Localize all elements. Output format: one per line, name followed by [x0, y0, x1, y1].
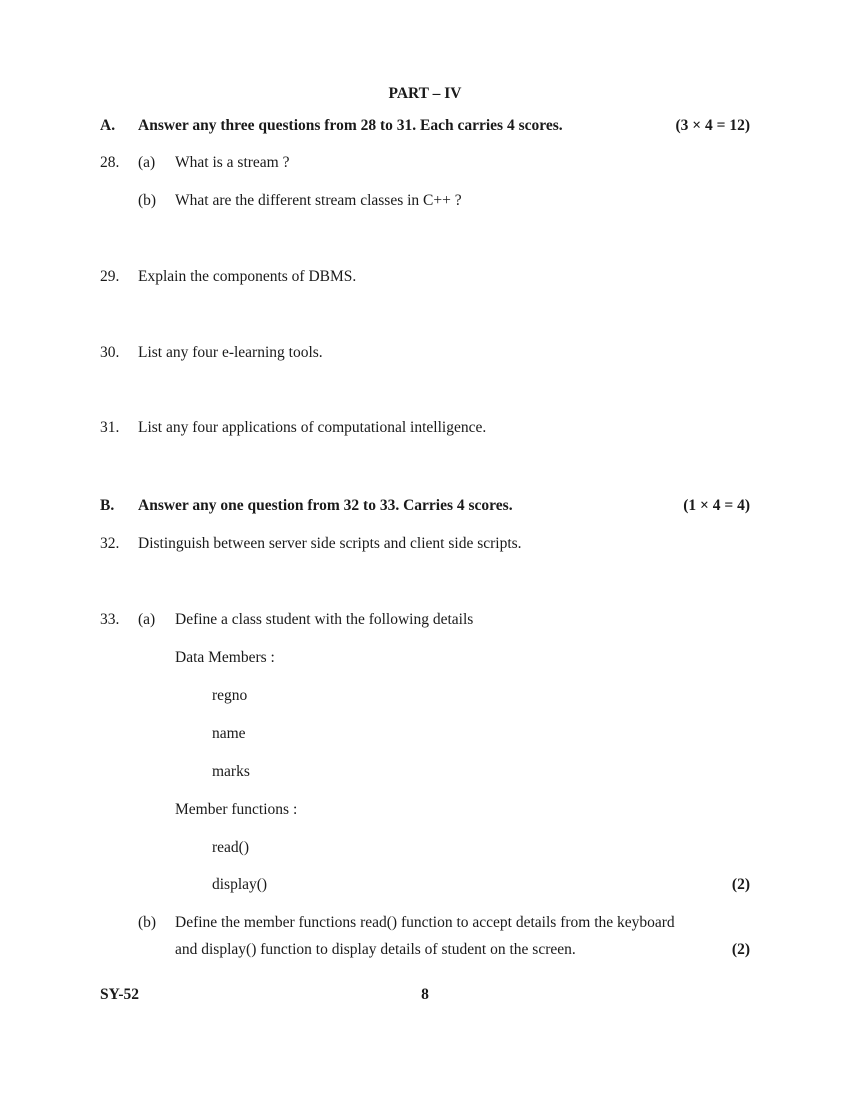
question-33-number: 33. [100, 611, 120, 628]
section-b-instruction-bold: Answer any one question from 32 to 33. [138, 497, 400, 514]
question-28b-label: (b) [138, 192, 157, 209]
member-functions-label: Member functions : [175, 801, 298, 818]
section-a-label: A. [100, 117, 116, 134]
question-33a-label: (a) [138, 611, 156, 628]
question-30-number: 30. [100, 344, 120, 361]
section-b-instruction [138, 497, 513, 515]
question-33b-marks: (2) [731, 941, 750, 958]
data-member-item: name [212, 725, 246, 742]
question-33b-text-line2: and display() function to display details of student on the screen. [175, 941, 576, 958]
question-33b-text-line1: Define the member functions read() function to accept details from the keyboard [175, 914, 675, 931]
question-33a-marks: (2) [731, 876, 750, 893]
question-28a-label: (a) [138, 154, 156, 171]
data-member-item: marks [212, 763, 250, 780]
question-31-text: List any four applications of computational intelligence. [138, 419, 487, 436]
section-b-marks: (1 × 4 = 4) [683, 497, 750, 514]
section-a-marks: (3 × 4 = 12) [675, 117, 750, 134]
question-33b-label: (b) [138, 914, 157, 931]
question-32-number: 32. [100, 535, 120, 552]
member-function-item: read() [212, 839, 249, 856]
question-31-number: 31. [100, 419, 120, 436]
question-28-number: 28. [100, 154, 120, 171]
question-29-text: Explain the components of DBMS. [138, 268, 357, 285]
question-28b-text: What are the different stream classes in C++ ? [175, 192, 462, 209]
question-29-number: 29. [100, 268, 120, 285]
question-33a-text: Define a class student with the following details [175, 611, 474, 628]
question-28a-text: What is a stream ? [175, 154, 290, 171]
data-members-label: Data Members : [175, 649, 275, 666]
question-30-text: List any four e-learning tools. [138, 344, 323, 361]
page-number: 8 [421, 986, 429, 1003]
question-32-text: Distinguish between server side scripts and client side scripts. [138, 535, 522, 552]
member-function-item: display() [212, 876, 268, 893]
footer-code: SY-52 [100, 986, 140, 1003]
part-title: PART – IV [388, 85, 462, 102]
section-b-instruction-rest: Carries 4 scores. [399, 497, 513, 514]
section-a-instruction: Answer any three questions from 28 to 31. Each carries 4 scores. [138, 117, 563, 134]
section-b-label: B. [100, 497, 115, 514]
data-member-item: regno [212, 687, 248, 704]
